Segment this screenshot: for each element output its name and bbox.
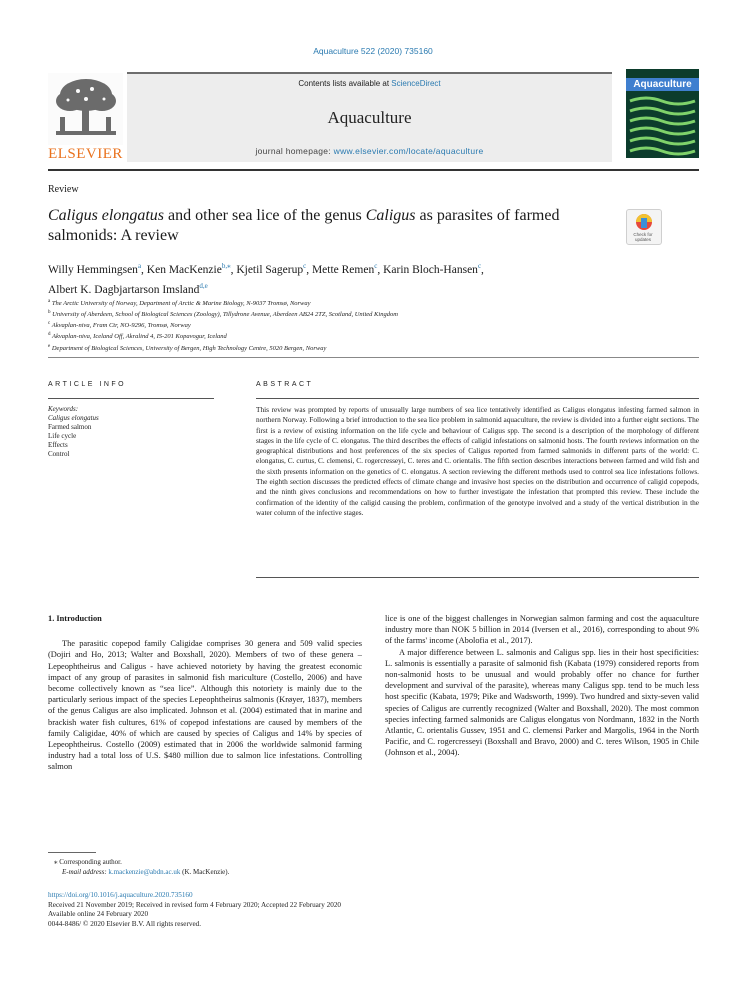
corresponding-label: ⁎ Corresponding author. [54,858,122,866]
keyword-item: Caligus elongatus [48,414,99,422]
author-affiliation-marker[interactable]: d,e [199,281,208,290]
affiliation-text: University of Aberdeen, School of Biological Sciences (Zoology), Tillydrone Avenue, Aberdeen AB24 2TZ, Scotland, United Kingdom [50,311,398,319]
intro-paragraph: A major difference between L. salmonis and Caligus spp. lies in their host specificities: L. salmonis is essentially a parasite of salmonid fish (Kabata (1979) considered reports from non-salmonid hosts to be unusual and would probably offer no chance for further development and survival of the parasite), whereas many Caligus spp. tend to be much less host specific (Kabata, 1979; Pike and Wadsworth, 1999). Two hundred and sixty-seven valid species of Caligus are currently recognized (Walter and Boxshall, 2020). The most common species infecting farmed salmonids are Caligus elongatus von Nordmann, 1832 in the North Atlantic, C. orientalis Gussev, 1951 and C. clemensi Parker and Margolis, 1964 in the North Pacific, and C. rogercresseyi (Boxshall and Bravo, 2000) and C. teres Wilson, 1905 in Chile (Johnson et al., 2004). [385,647,699,758]
keyword-item: Effects [48,441,68,449]
crossmark-label: Check for updates [633,232,653,242]
author-separator: , [377,263,384,276]
email-line [48,868,448,878]
author-affiliation-marker[interactable]: c [374,262,378,270]
article-title [48,206,608,246]
author-name[interactable]: Mette Remen [311,263,375,276]
homepage-prefix: journal homepage: [255,146,334,156]
article-type: Review [48,184,79,195]
author-separator: , [141,263,147,276]
footnote-rule [48,852,96,853]
cover-pattern-icon [626,95,699,158]
author-name[interactable]: Willy Hemmingsen [48,263,138,276]
author-separator: , [306,263,312,276]
email-label: E-mail address: [62,867,109,876]
author-name[interactable]: Kjetil Sagerup [236,263,304,276]
abstract-rule [256,398,699,399]
corresponding-author-note [48,858,448,877]
author-name[interactable]: Karin Bloch-Hansen [383,263,478,276]
title-end: as parasites of farmed salmonids: A review [48,207,560,244]
intro-right-column [385,613,699,759]
journal-cover-image[interactable] [626,69,699,158]
abstract-bottom-rule [256,577,699,578]
author-affiliation-marker[interactable]: c [303,262,307,270]
email-link[interactable]: k.mackenzie@abdn.ac.uk [108,867,181,876]
keyword-item: Control [48,450,70,458]
crossmark-icon [627,210,661,234]
affiliation-text: Akvaplan-niva, Fram Ctr, NO-9296, Tromsø, Norway [50,322,191,330]
affiliation-text: The Arctic University of Norway, Department of Arctic & Marine Biology, N-9037 Tromsø, Norway [50,300,311,308]
author-name[interactable]: Albert K. Dagbjartarson Imsland [48,283,200,296]
cover-title: Aquaculture [626,78,699,91]
keywords-heading: Keywords: [48,405,79,413]
title-genus: Caligus [365,207,416,224]
affiliation-marker: a [48,299,51,304]
copyright-line: 0044-8486/ © 2020 Elsevier B.V. All rights reserved. [48,919,202,928]
received-dates: Received 21 November 2019; Received in revised form 4 February 2020; Accepted 22 February 2020 [48,900,342,909]
keyword-item: Farmed salmon [48,423,92,431]
keyword-item: Life cycle [48,432,77,440]
abstract-text: This review was prompted by reports of unusually large numbers of sea lice tentatively identified as Caligus elongatus infesting farmed salmon in northern Norway. Following a brief introduction to the sea lice problem in salmonid aquaculture, the review is divided into a further eight sections. The first is a review of existing information on the life cycle and behaviour of Caligus spp. The second is a description of the morphology of different stages in the life cycle of C. elongatus. The third describes the effects of caligid infestations on salmonid hosts. The fourth reviews information on the geographical distributions and host preferences of the six species of Caligus reported from farmed salmonids in different parts of the world: C. elongatus, C. curtus, C. clemensi, C. rogercresseyi, C. teres and C. orientalis. The fifth section describes interactions between farmed and wild fish and the sixth presents information on the genetics of C. elongatus. A section reviewing the different methods used to control sea lice infestations follows. The eighth section discusses the predicted effects of climate change and invasive host species on the distribution and occurrence of caligid copepods, and the ninth gives conclusions and recommendations on how to further investigate the infestation that prompted this review. These include the confirmation of the identity of the caligid causing the problem, confirmation of the genotype involved and a study of the vertical distribution in the water column of the infective stages. [256,405,699,517]
affiliation-marker: b [48,310,51,316]
intro-paragraph: The parasitic copepod family Caligidae comprises 30 genera and 509 valid species (Dojiri and Ho, 2013; Walter and Boxshall, 2020). Members of two of these genera – Lepeophtheirus and Caligus - have achieved notoriety by having the greatest economic impact of any group of parasites in salmonid fish mariculture (Costello, 2006) and have become collectively known as “sea lice”. Although this notoriety is mainly due to the particularly serious impact of the species Lepeophtheirus salmonis (Krøyer, 1837), members of the genus Caligus are also implicated. Johnson et al. (2004) estimated that in marine and brackish water fish cultures, 61% of copepod infestations are caused by members of the family Caligidae, 40% of which are caused by species of Caligus and 14% by species of Lepeophtheirus. Costello (2009) estimated that in 2006 the worldwide salmonid farming industry had a total loss of U.S. $480 million due to salmon lice infestations. Controlling salmon [48,639,362,772]
author-separator: , [481,263,484,276]
journal-citation-link[interactable]: Aquaculture 522 (2020) 735160 [313,46,433,56]
title-species: Caligus elongatus [48,207,165,224]
journal-title: Aquaculture [327,108,412,127]
author-name[interactable]: Ken MacKenzie [146,263,222,276]
doi-link[interactable]: https://doi.org/10.1016/j.aquaculture.2020.735160 [48,891,193,899]
header-divider [48,169,699,171]
affiliation-item [48,319,698,330]
contents-prefix: Contents lists available at [298,79,392,88]
email-suffix: (K. MacKenzie). [180,867,230,876]
affiliation-list [48,297,698,353]
journal-homepage [127,146,612,156]
abstract-heading: ABSTRACT [256,381,314,388]
publication-info [48,891,548,929]
author-separator: , [230,263,237,276]
title-middle: and other sea lice of the genus [164,207,366,224]
sciencedirect-link[interactable]: ScienceDirect [391,79,441,88]
section-divider [48,357,699,358]
affiliation-marker: d [48,332,51,338]
affiliation-text: Department of Biological Sciences, University of Bergen, High Technology Centre, 5020 Bergen, Norway [50,344,327,352]
contents-line [127,79,612,88]
online-date: Available online 24 February 2020 [48,910,149,919]
author-affiliation-marker[interactable]: b,⁎ [221,262,231,270]
article-info-heading: ARTICLE INFO [48,381,127,388]
affiliation-item [48,342,698,353]
keywords-block [48,405,218,459]
homepage-link[interactable]: www.elsevier.com/locate/aquaculture [333,146,484,156]
elsevier-wordmark: ELSEVIER [48,146,123,162]
author-affiliation-marker[interactable]: a [137,262,142,270]
affiliation-item [48,297,698,308]
affiliation-marker: c [48,321,51,327]
affiliation-item [48,308,698,319]
author-list [48,258,648,298]
intro-heading: 1. Introduction [48,614,102,623]
intro-left-column [48,613,362,773]
intro-paragraph: lice is one of the biggest challenges in Norwegian salmon farming and cost the aquaculture industry more than NOK 5 billion in 2014 (Iversen et al., 2016), corresponding to about 9% of the farms' income (Abolofia et al., 2017). [385,614,699,646]
affiliation-item [48,330,698,341]
affiliation-text: Akvaplan-niva, Iceland Off, Akralind 4, IS-201 Kopavogur, Iceland [50,333,227,341]
affiliation-marker: e [48,343,51,349]
article-info-rule [48,398,214,399]
author-affiliation-marker[interactable]: c [477,262,482,270]
